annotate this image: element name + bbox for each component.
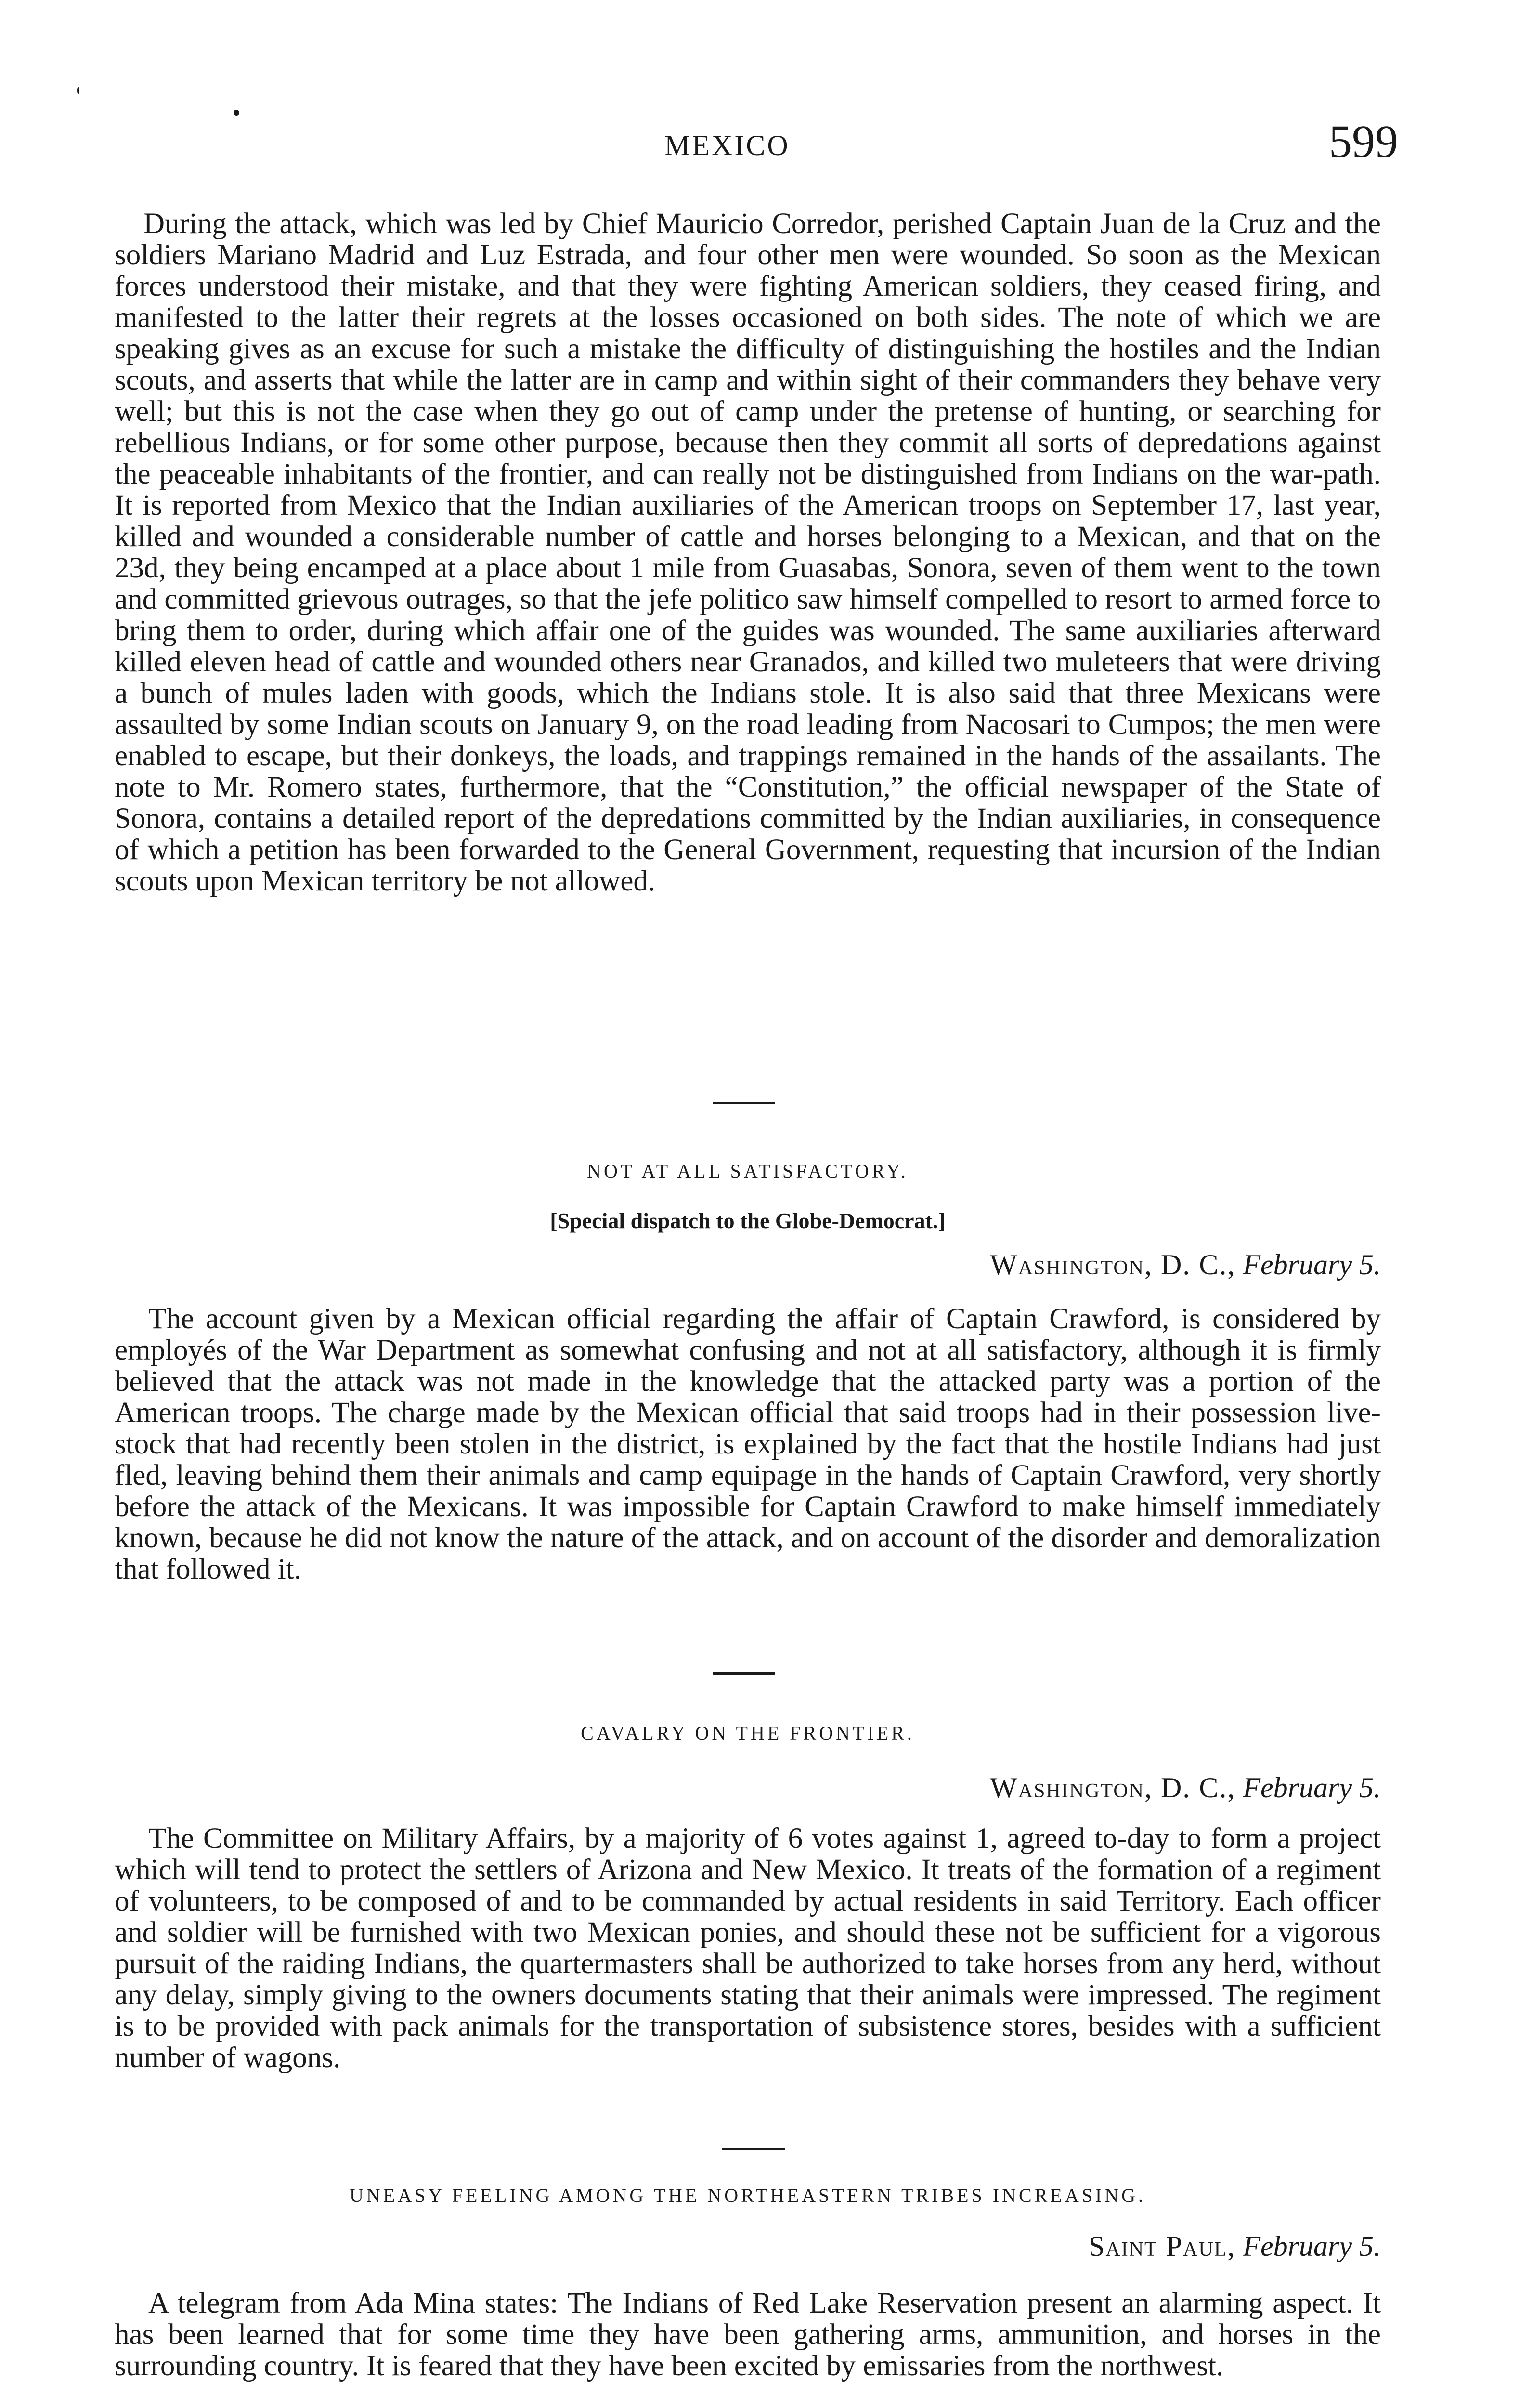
section-divider [713,1672,775,1675]
body-paragraph: The account given by a Mexican official regarding the affair of Captain Crawford, is considered by employés of the War Department as somewhat confusing and not at all satisfactory, although it is firmly believed that the attack was not made in the knowledge that the attacked party was a portion of the American troops. The charge made by the Mexican official that said troops had in their possession live-stock that had recently been stolen in the district, is explained by the fact that the hostile Indians had just fled, leaving behind them their animals and camp equipage in the hands of Captain Crawford, very shortly before the attack of the Mexicans. It was impossible for Captain Crawford to make himself immediately known, because he did not know the nature of the attack, and on account of the disorder and demoralization that followed it. [115,1303,1381,1585]
dispatch-source: [Special dispatch to the Globe-Democrat.] [550,1208,946,1233]
dateline-date: February 5. [1243,1772,1381,1804]
page-number: 599 [1329,116,1398,167]
body-paragraph: The Committee on Military Affairs, by a majority of 6 votes against 1, agreed to-day to form a project which will tend to protect the settlers of Arizona and New Mexico. It treats of the formation of a regiment of volunteers, to be composed of and to be commanded by actual residents in said Territory. Each officer and soldier will be furnished with two Mexican ponies, and should these not be sufficient for a vigorous pursuit of the raiding Indians, the quartermasters shall be authorized to take horses from any herd, without any delay, simply giving to the owners documents stating that their animals were impressed. The regiment is to be provided with pack animals for the transportation of subsistence stores, besides with a sufficient number of wagons. [115,1822,1381,2074]
dateline [990,1771,1381,1805]
body-paragraph: During the attack, which was led by Chief Mauricio Corredor, perished Captain Juan de la Cruz and the soldiers Mariano Madrid and Luz Estrada, and four other men were wounded. So soon as the Mexican forces understood their mistake, and that they were fighting American soldiers, they ceased firing, and manifested to the latter their regrets at the losses occasioned on both sides. The note of which we are speaking gives as an excuse for such a mistake the difficulty of distinguishing the hostiles and the Indian scouts, and asserts that while the latter are in camp and within sight of their commanders they behave very well; but this is not the case when they go out of camp under the pretense of hunting, or searching for rebellious Indians, or for some other purpose, because then they commit all sorts of depredations against the peaceable inhabitants of the frontier, and can really not be distinguished from Indians on the war-path. It is reported from Mexico that the Indian auxiliaries of the American troops on September 17, last year, killed and wounded a considerable number of cattle and horses belonging to a Mexican, and that on the 23d, they being encamped at a place about 1 mile from Guasabas, Sonora, seven of them went to the town and committed grievous outrages, so that the jefe politico saw himself compelled to resort to armed force to bring them to order, during which affair one of the guides was wounded. The same auxiliaries afterward killed eleven head of cattle and wounded others near Granados, and killed two muleteers that were driving a bunch of mules laden with goods, which the Indians stole. It is also said that three Mexicans were assaulted by some Indian scouts on January 9, on the road leading from Nacosari to Cumpos; the men were enabled to escape, but their donkeys, the loads, and trappings remained in the hands of the assailants. The note to Mr. Romero states, furthermore, that the “Constitution,” the official newspaper of the State of Sonora, contains a detailed report of the depredations committed by the Indian auxiliaries, in consequence of which a petition has been forwarded to the General Government, requesting that incursion of the Indian scouts upon Mexican territory be not allowed. [115,208,1381,897]
dateline-date: February 5. [1243,2230,1381,2262]
dateline-date: February 5. [1243,1249,1381,1281]
body-paragraph: A telegram from Ada Mina states: The Indians of Red Lake Reservation present an alarming aspect. It has been learned that for some time they have been gathering arms, ammunition, and horses in the surrounding country. It is feared that they have been excited by emissaries from the northwest. [115,2287,1381,2382]
section-heading: CAVALRY ON THE FRONTIER. [581,1722,915,1744]
ink-speck [77,87,79,94]
dateline-place: Washington, D. C., [990,1772,1236,1804]
dateline [1089,2230,1381,2263]
dateline [990,1248,1381,1282]
section-divider [722,2148,785,2150]
section-heading: UNEASY FEELING AMONG THE NORTHEASTERN TRIBES INCREASING. [350,2185,1146,2206]
section-heading: NOT AT ALL SATISFACTORY. [587,1160,909,1182]
running-header-title: MEXICO [664,130,790,161]
dateline-place: Washington, D. C., [990,1249,1236,1281]
ink-speck [234,110,239,116]
section-divider [713,1102,775,1104]
dateline-place: Saint Paul, [1089,2230,1236,2262]
